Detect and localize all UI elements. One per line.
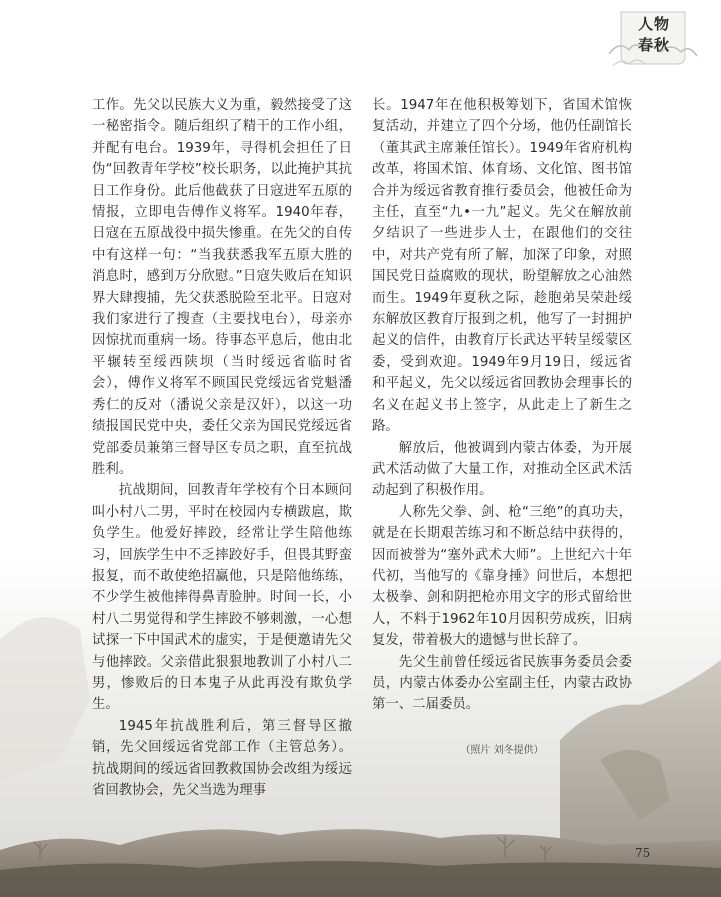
paragraph: 人称先父拳、剑、枪“三绝”的真功夫，就是在长期艰苦练习和不断总结中获得的，因而被誉为“塞外武术大师”。上世纪六十年代初，当他写的《靠身捶》问世后，本想把太极拳、剑和阴把枪亦用文字的形式留给世人，不料于1962年10月因积劳成疾，旧病复发，带着极大的遗憾与世长辞了。 [372,504,632,649]
section-title-line2: 春秋 [637,36,670,54]
paragraph: 1945年抗战胜利后，第三督导区撤销，先父回绥远省党部工作（主管总务）。抗战期间的绥远省回教救国协会改组为绥远省回教协会，先父当选为理事 [92,718,352,798]
page-number: 75 [635,846,651,860]
paragraph: 长。1947年在他积极筹划下，省国术馆恢复活动，并建立了四个分场，他仍任副馆长（董其武主席兼任馆长）。1949年省府机构改革，将国术馆、体育场、文化馆、图书馆合并为绥远省教育推行委员会，他被任命为主任，直至“九•一九”起义。先父在解放前夕结识了一些进步人士，在跟他们的交往中，对共产党有所了解，加深了印象，对照国民党日益腐败的现状，盼望解放之心油然而生。1949年夏秋之际，趁胞弟吴荣赴绥东解放区教育厅报到之机，他写了一封拥护起义的信件，由教育厅长武达平转呈绥蒙区委，受到欢迎。1949年9月19日，绥远省和平起义，先父以绥远省回教协会理事长的名义在起义书上签字，从此走上了新生之路。 [372,98,632,435]
paragraph: 解放后，他被调到内蒙古体委，为开展武术活动做了大量工作，对推动全区武术活动起到了积极作用。 [372,440,632,499]
paragraph: 先父生前曾任绥远省民族事务委员会委员，内蒙古体委办公室副主任，内蒙古政协第一、二届委员。 [372,654,632,713]
right-column [372,95,632,716]
section-badge [607,4,699,76]
section-title-line1: 人物 [637,15,670,33]
paragraph: 工作。先父以民族大义为重，毅然接受了这一秘密指令。随后组织了精干的工作小组，并配有电台。1939年，寻得机会担任了日伪“回教青年学校”校长职务，以此掩护其抗日工作身份。此后他截获了日寇进军五原的情报，立即电告傅作义将军。1940年春，日寇在五原战役中损失惨重。在先父的自传中有这样一句：“当我获悉我军五原大胜的消息时，感到万分欣慰。”日寇失败后在知识界大肆搜捕，先父获悉脱险至北平。日寇对我们家进行了搜查（主要找电台），母亲亦因惊扰而重病一场。待事态平息后，他由北平辗转至绥西陕坝（当时绥远省临时省会），傅作义将军不顾国民党绥远省党魁潘秀仁的反对（潘说父亲是汉奸），以这一功绩报国民党中央，委任父亲为国民党绥远省党部委员兼第三督导区专员之职，直至抗战胜利。 [92,98,352,477]
photo-credit: （照片 刘冬提供） [460,745,544,756]
left-column [92,95,352,801]
paragraph: 抗战期间，回教青年学校有个日本顾问叫小村八二男，平时在校园内专横跋扈，欺负学生。他爱好摔跤，经常让学生陪他练习，回族学生中不乏摔跤好手，但畏其野蛮报复，而不敢使绝招赢他，只是陪他练练，不少学生被他摔得鼻青脸肿。时间一长，小村八二男觉得和学生摔跤不够刺激，一心想试探一下中国武术的虚实，于是便邀请先父与他摔跤。父亲借此狠狠地教训了小村八二男，惨败后的日本鬼子从此再没有欺负学生。 [92,483,352,713]
